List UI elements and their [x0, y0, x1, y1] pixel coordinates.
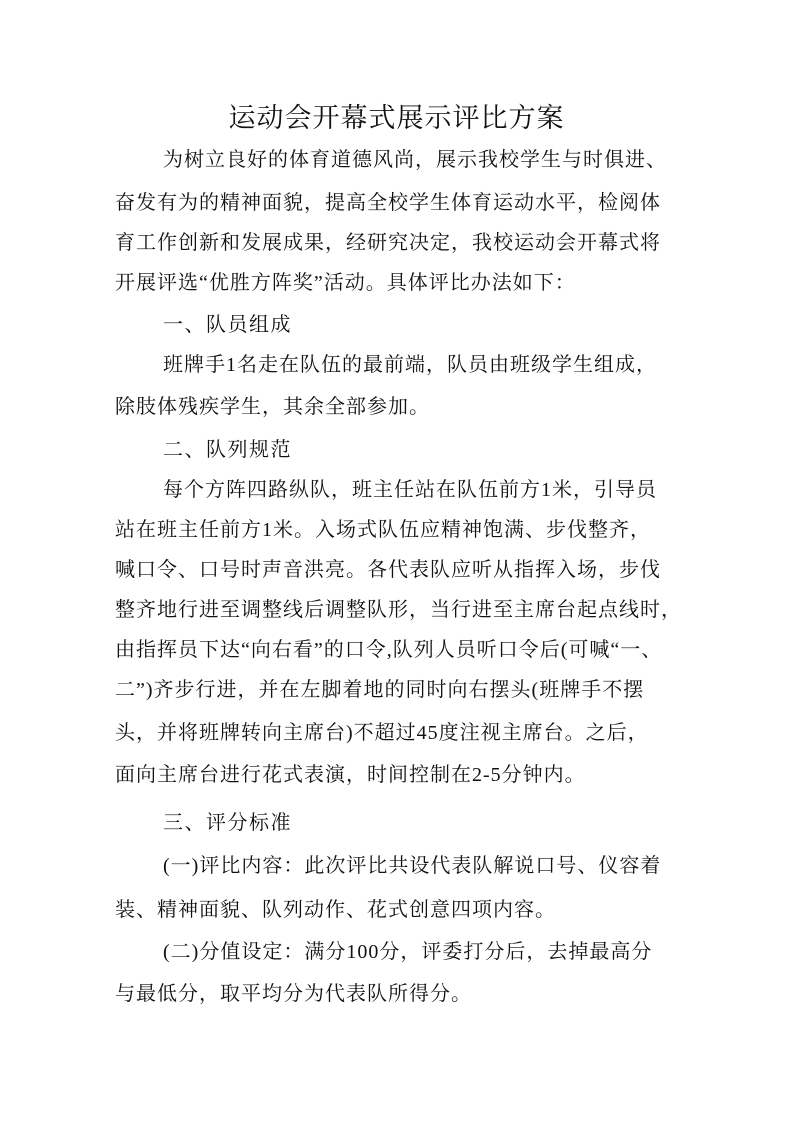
paragraph-line: 二”)齐步行进，并在左脚着地的同时向右摆头(班牌手不摆: [115, 679, 645, 701]
paragraph-line: 面向主席台进行花式表演，时间控制在2-5分钟内。: [115, 764, 586, 786]
paragraph-line: 与最低分，取平均分为代表队所得分。: [115, 983, 472, 1005]
paragraph-line: 班牌手1名走在队伍的最前端，队员由班级学生组成，: [163, 354, 657, 376]
paragraph-line: 站在班主任前方1米。入场式队伍应精神饱满、步伐整齐，: [115, 519, 651, 541]
section-heading: 二、队列规范: [163, 439, 292, 461]
paragraph-line: 喊口令、口号时声音洪亮。各代表队应听从指挥入场，步伐: [115, 559, 661, 581]
document-title: 运动会开幕式展示评比方案: [228, 103, 565, 133]
paragraph-line: 头，并将班牌转向主席台)不超过45度注视主席台。之后，: [115, 722, 649, 744]
paragraph-line: 整齐地行进至调整线后调整队形，当行进至主席台起点线时，: [115, 599, 682, 621]
paragraph-line: 开展评选“优胜方阵奖”活动。具体评比办法如下：: [115, 272, 576, 294]
paragraph-line: 除肢体残疾学生，其余全部参加。: [115, 396, 430, 418]
paragraph-line: (二)分值设定：满分100分，评委打分后，去掉最高分: [163, 941, 653, 963]
paragraph-line: (一)评比内容：此次评比共设代表队解说口号、仪容着: [163, 855, 662, 877]
section-heading: 三、评分标准: [163, 812, 292, 834]
paragraph-line: 每个方阵四路纵队，班主任站在队伍前方1米，引导员: [163, 479, 657, 501]
section-heading: 一、队员组成: [163, 314, 292, 336]
paragraph-line: 由指挥员下达“向右看”的口令,队列人员听口令后(可喊“一、: [115, 639, 663, 661]
paragraph-line: 奋发有为的精神面貌，提高全校学生体育运动水平，检阅体: [115, 192, 661, 214]
paragraph-line: 装、精神面貌、队列动作、花式创意四项内容。: [115, 899, 556, 921]
paragraph-line: 为树立良好的体育道德风尚，展示我校学生与时俱进、: [163, 149, 667, 171]
paragraph-line: 育工作创新和发展成果，经研究决定，我校运动会开幕式将: [115, 232, 661, 254]
